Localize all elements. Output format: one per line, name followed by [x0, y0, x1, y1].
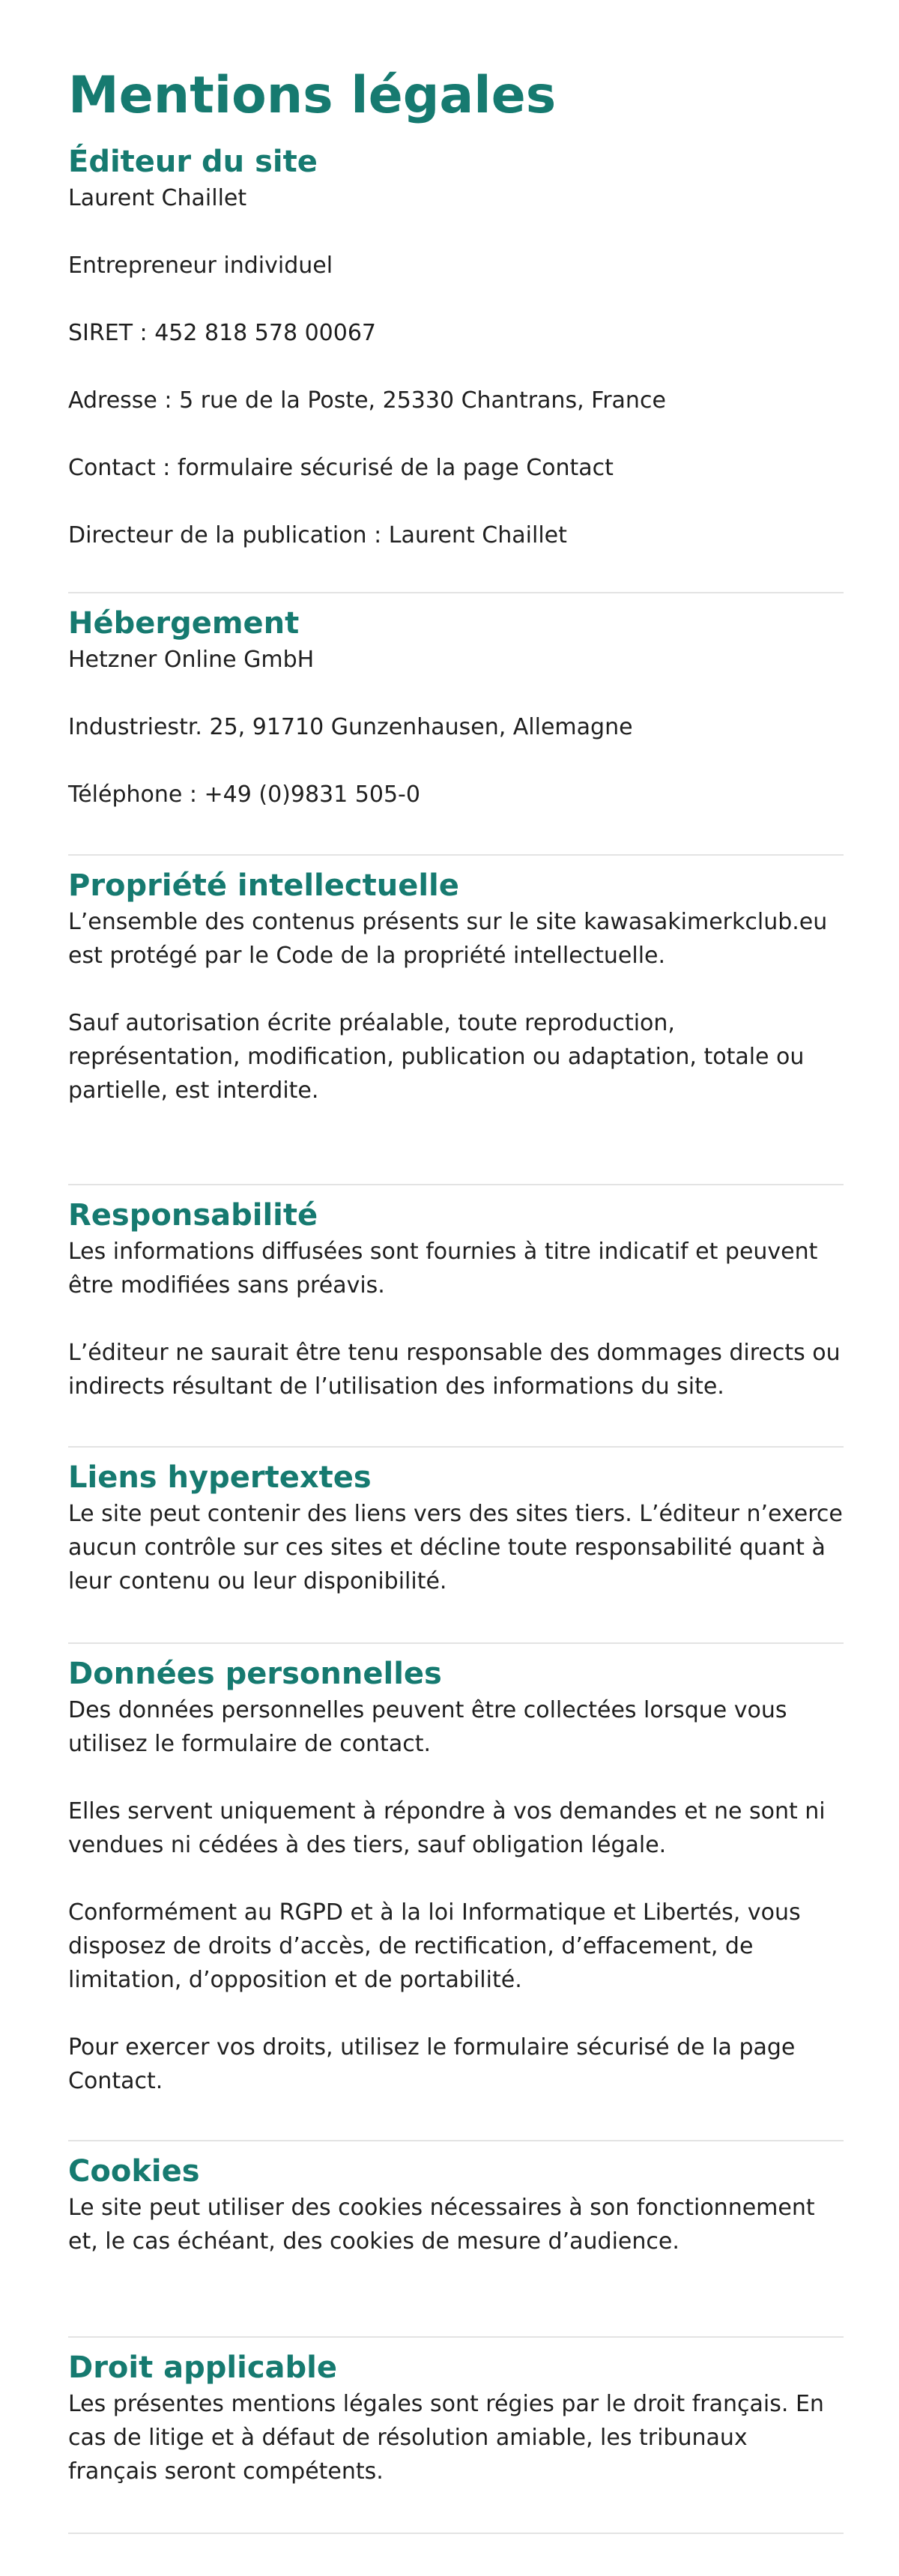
section-paragraph: Le site peut contenir des liens vers des sites tiers. L’éditeur n’exerce aucun contrôle sur ces sites et décline toute responsabilité quant à leur contenu ou leur disponibilité. [68, 1501, 843, 1594]
section-divider [68, 2140, 844, 2141]
section-hyperlinks [68, 1458, 844, 1598]
section-divider [68, 2336, 844, 2338]
section-paragraph: Les informations diffusées sont fournies à titre indicatif et peuvent être modifiées sans préavis. [68, 1239, 818, 1298]
section-divider [68, 2533, 844, 2534]
publisher-address: Adresse : 5 rue de la Poste, 25330 Chantrans, France [68, 387, 666, 414]
section-paragraph: Des données personnelles peuvent être collectées lorsque vous utilisez le formulaire de contact. [68, 1697, 787, 1757]
section-heading: Données personnelles [68, 1657, 442, 1691]
host-name: Hetzner Online GmbH [68, 647, 315, 673]
section-liability [68, 1196, 844, 1403]
section-heading: Responsabilité [68, 1198, 318, 1233]
section-hosting [68, 604, 844, 811]
section-heading: Propriété intellectuelle [68, 868, 459, 903]
section-heading: Liens hypertextes [68, 1460, 372, 1495]
section-paragraph: Pour exercer vos droits, utilisez le formulaire sécurisé de la page Contact. [68, 2034, 796, 2094]
section-paragraph: L’ensemble des contenus présents sur le site kawasakimerkclub.eu est protégé par le Code de la propriété intellectuelle. [68, 909, 828, 969]
publisher-siret: SIRET : 452 818 578 00067 [68, 320, 377, 346]
section-paragraph: Le site peut utiliser des cookies nécessaires à son fonctionnement et, le cas échéant, des cookies de mesure d’audience. [68, 2195, 815, 2255]
section-heading: Éditeur du site [68, 145, 318, 179]
section-intellectual-property [68, 866, 844, 1107]
section-divider [68, 592, 844, 593]
section-applicable-law [68, 2348, 844, 2488]
publisher-status: Entrepreneur individuel [68, 253, 333, 279]
publisher-contact: Contact : formulaire sécurisé de la page Contact [68, 455, 614, 481]
section-divider [68, 1184, 844, 1185]
section-heading: Droit applicable [68, 2350, 338, 2385]
section-divider [68, 1642, 844, 1644]
publisher-name: Laurent Chaillet [68, 185, 247, 211]
publication-director: Directeur de la publication : Laurent Chaillet [68, 522, 567, 548]
section-heading: Hébergement [68, 606, 300, 641]
section-personal-data [68, 1654, 844, 2098]
section-site-publisher [68, 142, 844, 552]
section-paragraph: Conformément au RGPD et à la loi Informatique et Libertés, vous disposez de droits d’accès, de rectification, d’effacement, de limitation, d’opposition et de portabilité. [68, 1899, 801, 1993]
section-divider [68, 854, 844, 856]
host-phone: Téléphone : +49 (0)9831 505-0 [68, 781, 420, 808]
section-paragraph: Elles servent uniquement à répondre à vos demandes et ne sont ni vendues ni cédées à des tiers, sauf obligation légale. [68, 1798, 826, 1858]
section-cookies [68, 2152, 844, 2258]
section-paragraph: L’éditeur ne saurait être tenu responsable des dommages directs ou indirects résultant de l’utilisation des informations du site. [68, 1340, 841, 1400]
section-paragraph: Les présentes mentions légales sont régies par le droit français. En cas de litige et à défaut de résolution amiable, les tribunaux français seront compétents. [68, 2391, 824, 2485]
page-title: Mentions légales [68, 66, 557, 125]
section-paragraph: Sauf autorisation écrite préalable, toute reproduction, représentation, modification, publication ou adaptation, totale ou partielle, est interdite. [68, 1010, 805, 1104]
section-divider [68, 1446, 844, 1448]
host-address: Industriestr. 25, 91710 Gunzenhausen, Allemagne [68, 714, 633, 740]
section-heading: Cookies [68, 2154, 200, 2189]
